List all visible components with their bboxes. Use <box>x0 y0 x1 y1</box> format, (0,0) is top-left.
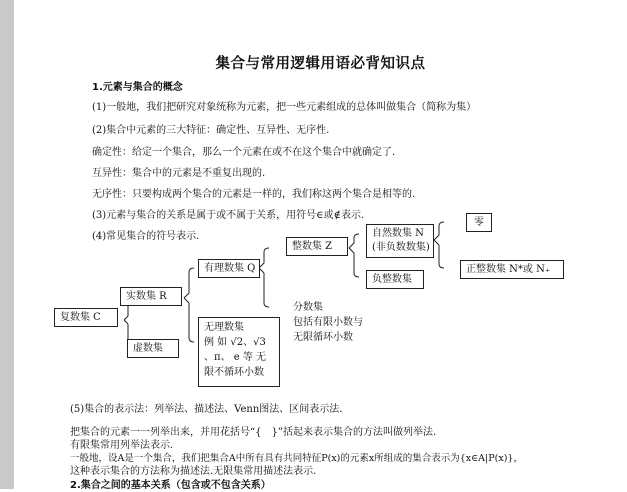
natural-line-2: (非负数数集) <box>372 242 430 253</box>
section-heading-1: 1.元素与集合的概念 <box>92 82 183 93</box>
negative-integer-box: 负整数集 <box>366 270 424 289</box>
positive-integer-box: 正整数集 N*或 N₊ <box>460 260 564 279</box>
paragraph-11: 一般地，设A是一个集合，我们把集合A中所有具有共同特征P(x)的元素x所组成的集合表示为{x∈A|P(x)}， <box>70 453 523 464</box>
real-set-box: 实数集 R <box>120 287 182 306</box>
paragraph-6: (3)元素与集合的关系是属于或不属于关系，用符号∈或∉表示. <box>92 210 365 221</box>
irrational-line-4: 限不循环小数 <box>204 367 264 378</box>
document-page <box>14 0 627 489</box>
rational-set-box: 有理数集 Q <box>198 259 260 278</box>
paragraph-5: 无序性：只要构成两个集合的元素是一样的，我们称这两个集合是相等的. <box>92 189 416 200</box>
paragraph-9: 把集合的元素一一列举出来，并用花括号“{ }”括起来表示集合的方法叫做列举法. <box>70 427 437 438</box>
paragraph-12: 这种表示集合的方法称为描述法.无限集常用描述法表示. <box>70 466 317 477</box>
imaginary-set-box: 虚数集 <box>127 339 179 358</box>
integer-set-box: 整数集 Z <box>286 237 348 256</box>
fraction-line-2: 包括有限小数与 <box>293 317 363 328</box>
left-gutter <box>0 0 14 489</box>
section-heading-2: 2.集合之间的基本关系（包含或不包含关系） <box>70 480 271 491</box>
fraction-line-1: 分数集 <box>293 302 323 313</box>
paragraph-8: (5)集合的表示法：列举法、描述法、Venn图法、区间表示法. <box>70 404 343 415</box>
zero-box: 零 <box>466 213 492 232</box>
paragraph-1: (1)一般地，我们把研究对象统称为元素，把一些元素组成的总体叫做集合（简称为集） <box>92 102 477 113</box>
irrational-line-1: 无理数集 <box>204 322 244 333</box>
fraction-set-box <box>288 298 380 350</box>
irrational-line-2: 例 如 √2、√3 <box>204 337 266 348</box>
natural-set-box <box>366 224 434 258</box>
irrational-line-3: 、π、 e 等 无 <box>204 352 267 363</box>
page-title: 集合与常用逻辑用语必背知识点 <box>215 56 426 72</box>
paragraph-3: 确定性：给定一个集合，那么一个元素在或不在这个集合中就确定了. <box>92 147 396 158</box>
paragraph-4: 互异性：集合中的元素是不重复出现的. <box>92 168 266 179</box>
paragraph-7: (4)常见集合的符号表示. <box>92 231 200 242</box>
natural-line-1: 自然数集 N <box>372 228 424 239</box>
complex-set-box: 复数集 C <box>54 308 118 327</box>
irrational-set-box <box>198 317 280 387</box>
paragraph-2: (2)集合中元素的三大特征：确定性、互异性、无序性. <box>92 125 330 136</box>
paragraph-10: 有限集常用列举法表示. <box>70 440 174 451</box>
fraction-line-3: 无限循环小数 <box>293 332 353 343</box>
